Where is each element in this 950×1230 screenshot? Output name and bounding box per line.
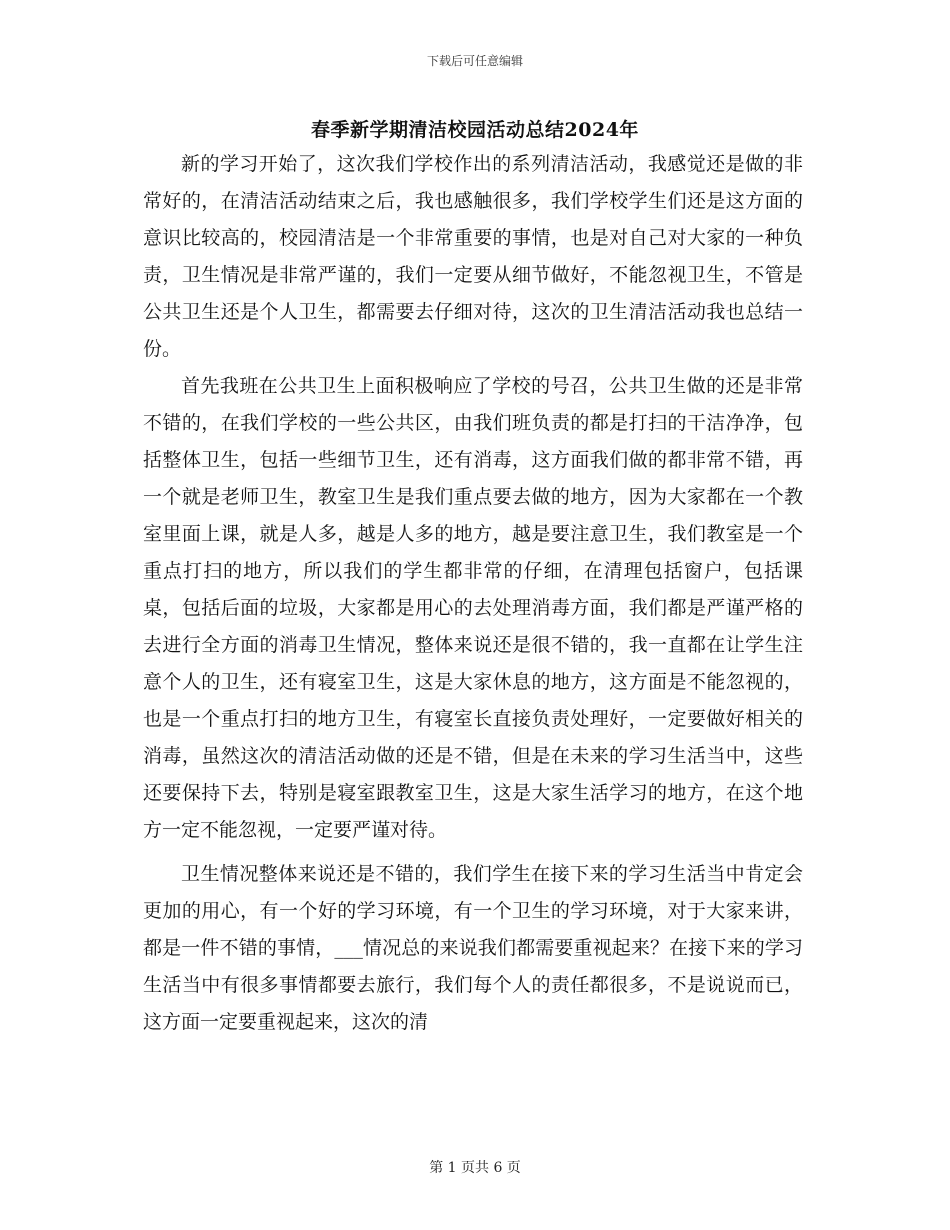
paragraph-2: 首先我班在公共卫生上面积极响应了学校的号召，公共卫生做的还是非常不错的，在我们学校的一些公共区，由我们班负责的都是打扫的干洁净净，包括整体卫生，包括一些细节卫生，还有消毒，这方面我们做的都非常不错，再一个就是老师卫生，教室卫生是我们重点要去做的地方，因为大家都在一个教室里面上课，就是人多，越是人多的地方，越是要注意卫生，我们教室是一个重点打扫的地方，所以我们的学生都非常的仔细，在清理包括窗户，包括课桌，包括后面的垃圾，大家都是用心的去处理消毒方面，我们都是严谨严格的去进行全方面的消毒卫生情况，整体来说还是很不错的，我一直都在让学生注意个人的卫生，还有寝室卫生，这是大家休息的地方，这方面是不能忽视的，也是一个重点打扫的地方卫生，有寝室长直接负责处理好，一定要做好相关的消毒，虽然这次的清洁活动做的还是不错，但是在未来的学习生活当中，这些还要保持下去，特别是寝室跟教室卫生，这是大家生活学习的地方，在这个地方一定不能忽视，一定要严谨对待。 (143, 375, 803, 841)
page-header-note: 下载后可任意编辑 (426, 54, 523, 68)
document-title: 春季新学期清洁校园活动总结2024年 (311, 119, 639, 141)
paragraph-3: 卫生情况整体来说还是不错的，我们学生在接下来的学习生活当中肯定会更加的用心，有一个好的学习环境，有一个卫生的学习环境，对于大家来讲，都是一件不错的事情，___情况总的来说我们都需要重视起来？在接下来的学习生活当中有很多事情都要去旅行，我们每个人的责任都很多，不是说说而已，这方面一定要重视起来，这次的清 (143, 863, 803, 1033)
page-number: 第 1 页共 6 页 (429, 1160, 521, 1176)
document-body (143, 146, 803, 1041)
paragraph-1: 新的学习开始了，这次我们学校作出的系列清洁活动，我感觉还是做的非常好的，在清洁活动结束之后，我也感触很多，我们学校学生们还是这方面的意识比较高的，校园清洁是一个非常重要的事情，也是对自己对大家的一种负责，卫生情况是非常严谨的，我们一定要从细节做好，不能忽视卫生，不管是公共卫生还是个人卫生，都需要去仔细对待，这次的卫生清洁活动我也总结一份。 (143, 153, 803, 360)
